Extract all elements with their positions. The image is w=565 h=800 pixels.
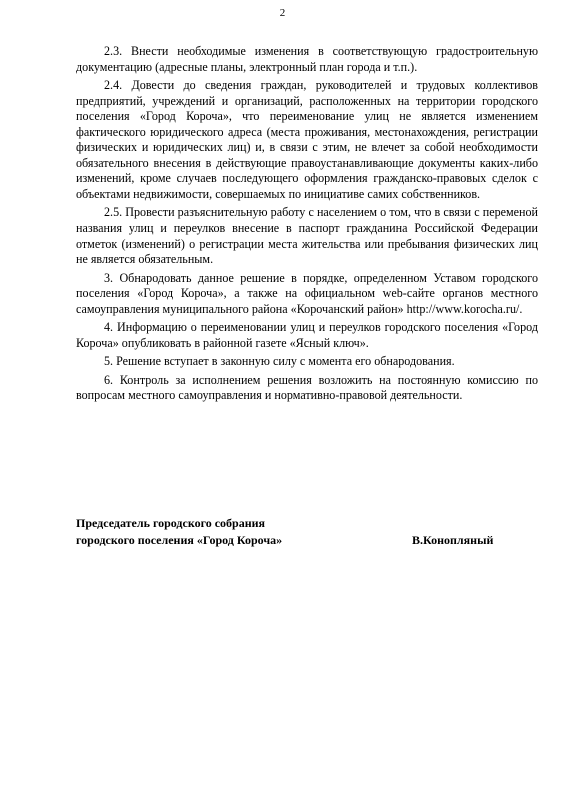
paragraph-2-4: 2.4. Довести до сведения граждан, руководителей и трудовых коллективов предприятий, учреждений и организаций, расположенных на территории городского поселения «Город Короча», что переименование улиц не является изменением фактического юридического адреса (места проживания, местонахождения, регистрации физических и юридических лиц) и, в связи с этим, не влечет за собой необходимости обязательного внесения в действующие правоустанавливающие документы каких-либо изменений, кроме случаев последующего оформления гражданско-правовых сделок с объектами недвижимости, совершаемых по инициативе самих собственников.: [76, 78, 538, 201]
page-number: 2: [279, 7, 286, 19]
paragraph-3: 3. Обнародовать данное решение в порядке, определенном Уставом городского поселения «Город Короча», а также на официальном web-сайте органов местного самоуправления муниципального района «Корочанский район» http://www.korocha.ru/.: [76, 270, 538, 316]
paragraph-5: 5. Решение вступает в законную силу с момента его обнародования.: [104, 354, 455, 369]
signatory-name: В.Конопляный: [412, 532, 494, 547]
paragraph-2-5: 2.5. Провести разъяснительную работу с населением о том, что в связи с переменой названия улиц и переулков внесение в паспорт гражданина Российской Федерации отметок (изменений) о регистрации места жительства или пребывания физических лиц не является обязательным.: [76, 205, 538, 267]
document-body: [76, 44, 538, 407]
paragraph-6: 6. Контроль за исполнением решения возложить на постоянную комиссию по вопросам местного самоуправления и нормативно-правовой деятельности.: [76, 372, 538, 403]
paragraph-2-3: 2.3. Внести необходимые изменения в соответствующую градостроительную документацию (адресные планы, электронный план города и т.п.).: [76, 44, 538, 74]
signature-title-line: Председатель городского собрания: [76, 516, 266, 530]
paragraph-4: 4. Информацию о переименовании улиц и переулков городского поселения «Город Короча» опубликовать в районной газете «Ясный ключ».: [76, 320, 538, 350]
signature-org-row: [76, 532, 516, 549]
signature-block: [76, 515, 516, 548]
signature-org-line: городского поселения «Город Короча»: [76, 532, 283, 547]
